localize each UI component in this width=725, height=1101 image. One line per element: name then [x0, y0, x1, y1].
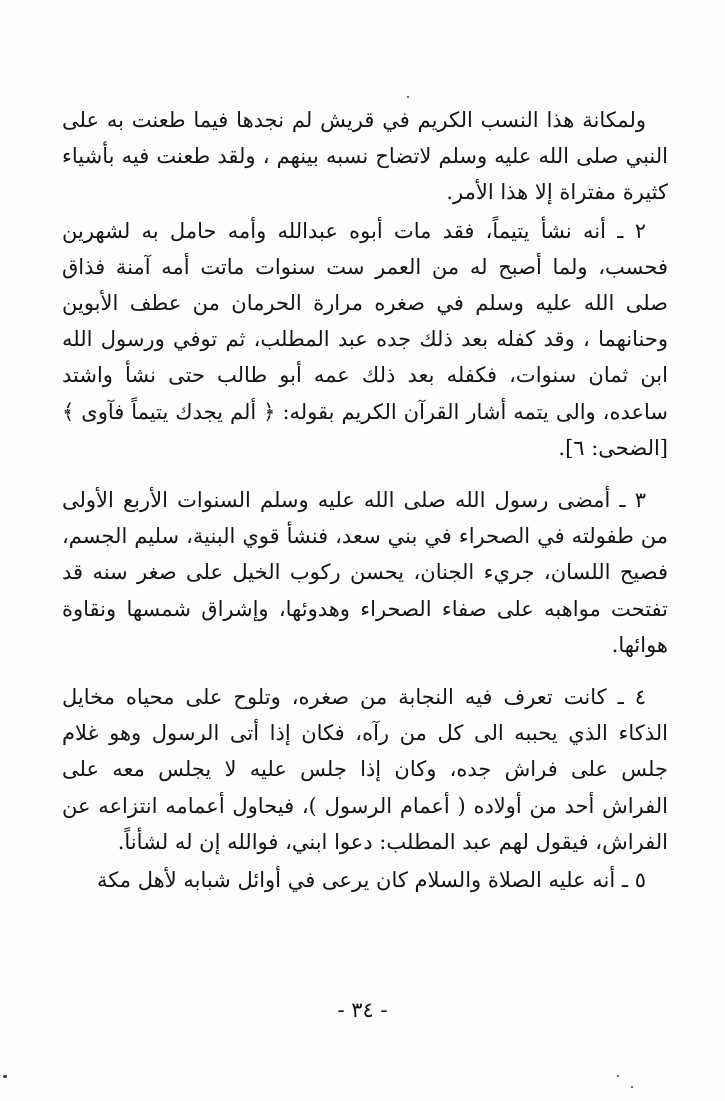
- page-number: - ٣٤ -: [337, 998, 388, 1022]
- paragraph-point-3: ٣ ـ أمضى رسول الله صلى الله عليه وسلم السنوات الأربع الأولى من طفولته في الصحراء في بني سعد، فنشأ قوي البنية، سليم الجسم، فصيح اللسان، جريء الجنان، يحسن ركوب الخيل على صغر سنه قد تفتحت مواهبه على صفاء الصحراء وهدوئها، وإشراق شمسها ونقاوة هوائها.: [62, 488, 668, 657]
- paragraph-point-4: ٤ ـ كانت تعرف فيه النجابة من صغره، وتلوح على محياه مخايل الذكاء الذي يحببه الى كل من رآه، فكان إذا أتى الرسول وهو غلام جلس على فراش جده، وكان إذا جلس عليه لا يجلس معه على الفراش أحد من أولاده ( أعمام الرسول )، فيحاول أعمامه انتزاعه عن الفراش، فيقول لهم عبد المطلب: دعوا ابني، فوالله إن له لشأناً.: [62, 685, 668, 854]
- paragraph-point-2: ٢ ـ أنه نشأ يتيماً، فقد مات أبوه عبدالله وأمه حامل به لشهرين فحسب، ولما أصبح له من العمر ست سنوات ماتت أمه آمنة فذاق صلى الله عليه وسلم في صغره مرارة الحرمان من عطف الأبوين وحنانهما ، وقد كفله بعد ذلك جده عبد المطلب، ثم توفي ورسول الله ابن ثمان سنوات، فكفله بعد ذلك عمه أبو طالب حتى نشأ واشتد ساعده، والى يتمه أشار القرآن الكريم بقوله: ﴿ ألم يجدك يتيماً فآوى ﴾ [الضحى: ٦].: [62, 218, 668, 460]
- scan-speck: [407, 96, 409, 98]
- paragraph-intro: ولمكانة هذا النسب الكريم في قريش لم نجدها فيما طعنت به على النبي صلى الله عليه وسلم لاتضاح نسبه بينهم ، ولقد طعنت فيه بأشياء كثيرة مفتراة إلا هذا الأمر.: [62, 108, 668, 205]
- paragraph-point-5: ٥ ـ أنه عليه الصلاة والسلام كان يرعى في أوائل شبابه لأهل مكة: [96, 868, 646, 893]
- body-text: [62, 102, 668, 898]
- scan-speck: [617, 1075, 619, 1077]
- scan-speck: [3, 1075, 7, 1078]
- scan-speck: [631, 1086, 633, 1088]
